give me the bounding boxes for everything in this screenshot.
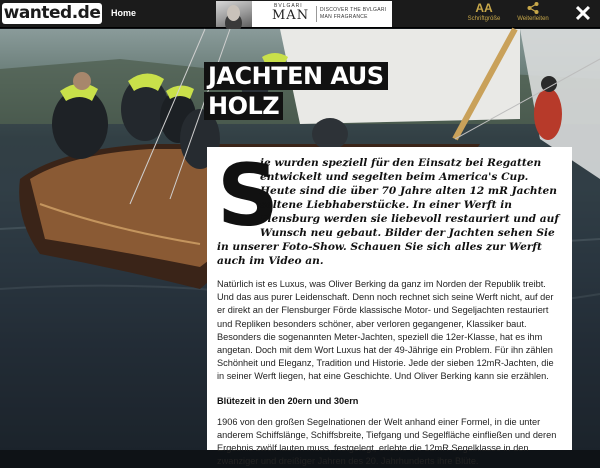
article-subheading: Blütezeit in den 20ern und 30ern: [217, 395, 359, 406]
share-label: Weiterleiten: [517, 16, 549, 22]
close-button[interactable]: [570, 2, 596, 26]
article-body: [217, 278, 562, 468]
share-icon: [511, 1, 555, 16]
font-size-label: Schriftgröße: [467, 16, 501, 22]
ad-divider: [316, 6, 317, 22]
headline-line-2: HOLZ: [204, 92, 283, 120]
font-size-icon: AA: [475, 1, 493, 15]
ad-brand: BVLGARI: [274, 3, 303, 9]
advertisement-banner[interactable]: [216, 1, 392, 27]
ad-model-photo: [216, 1, 252, 27]
article-lead: ie wurden speziell für den Einsatz bei Regatten entwickelt und segelten beim America's Cup. Heute sind die über 70 Jahre alten 12 mR Jachten seltene Liebhaberstücke. In einer Werft in Flensburg werden sie liebevoll restauriert und auf Wunsch neu gebaut. Bilder der Jachten sehen Sie in unserer Foto-Show. Schauen Sie sich alles zur Werft auch im Video an.: [217, 157, 559, 267]
article-headline: [204, 62, 388, 122]
ad-product: MAN: [272, 8, 310, 23]
font-size-button[interactable]: [462, 1, 506, 27]
ad-tagline: DISCOVER THE BVLGARI MAN FRAGRANCE: [320, 7, 387, 20]
site-logo[interactable]: wanted.de: [3, 3, 101, 23]
home-link[interactable]: Home: [111, 8, 137, 18]
drop-cap: S: [217, 146, 279, 246]
headline-line-1: JACHTEN AUS: [204, 62, 388, 90]
top-bar: [0, 0, 600, 28]
close-icon: ✕: [573, 1, 593, 26]
article-paragraph: Natürlich ist es Luxus, was Oliver Berking da ganz im Norden der Republik treibt. Und das aus purer Leidenschaft. Denn noch rechnet sich seine Werft nicht, auf der er direkt an der Flensburger Förde klassische Motor- und Segeljachten restauriert und Repliken besonders schöner, aber verloren gegangener, Klassiker baut. Besonders die sogenannten Meter-Jachten, speziell die 12er-Klasse, hat es ihm angetan. Doch mit dem Wort Luxus hat der 49-Jährige ein Problem. Für ihn zählen Schönheit und Eleganz, Tradition und Historie. Jede der sieben 12mR-Jachten, die in seiner Werft liegen, hat eine Geschichte. Und Oliver Berking kann sie erzählen.: [217, 279, 554, 382]
share-button[interactable]: [511, 1, 555, 27]
article-card: [207, 146, 572, 467]
article-paragraph: 1906 von den großen Segelnationen der Welt anhand einer Formel, in die unter anderem Schiffslänge, Schiffsbreite, Tiefgang und Segelfläche einfließen und deren Ergebnis zwölf lauten muss, festgelegt, erlebte die 12mR Segelklasse in den zwanziger und dreißiger Jahren des 20. Jahrhunderts ihre Blüte.: [217, 416, 557, 467]
